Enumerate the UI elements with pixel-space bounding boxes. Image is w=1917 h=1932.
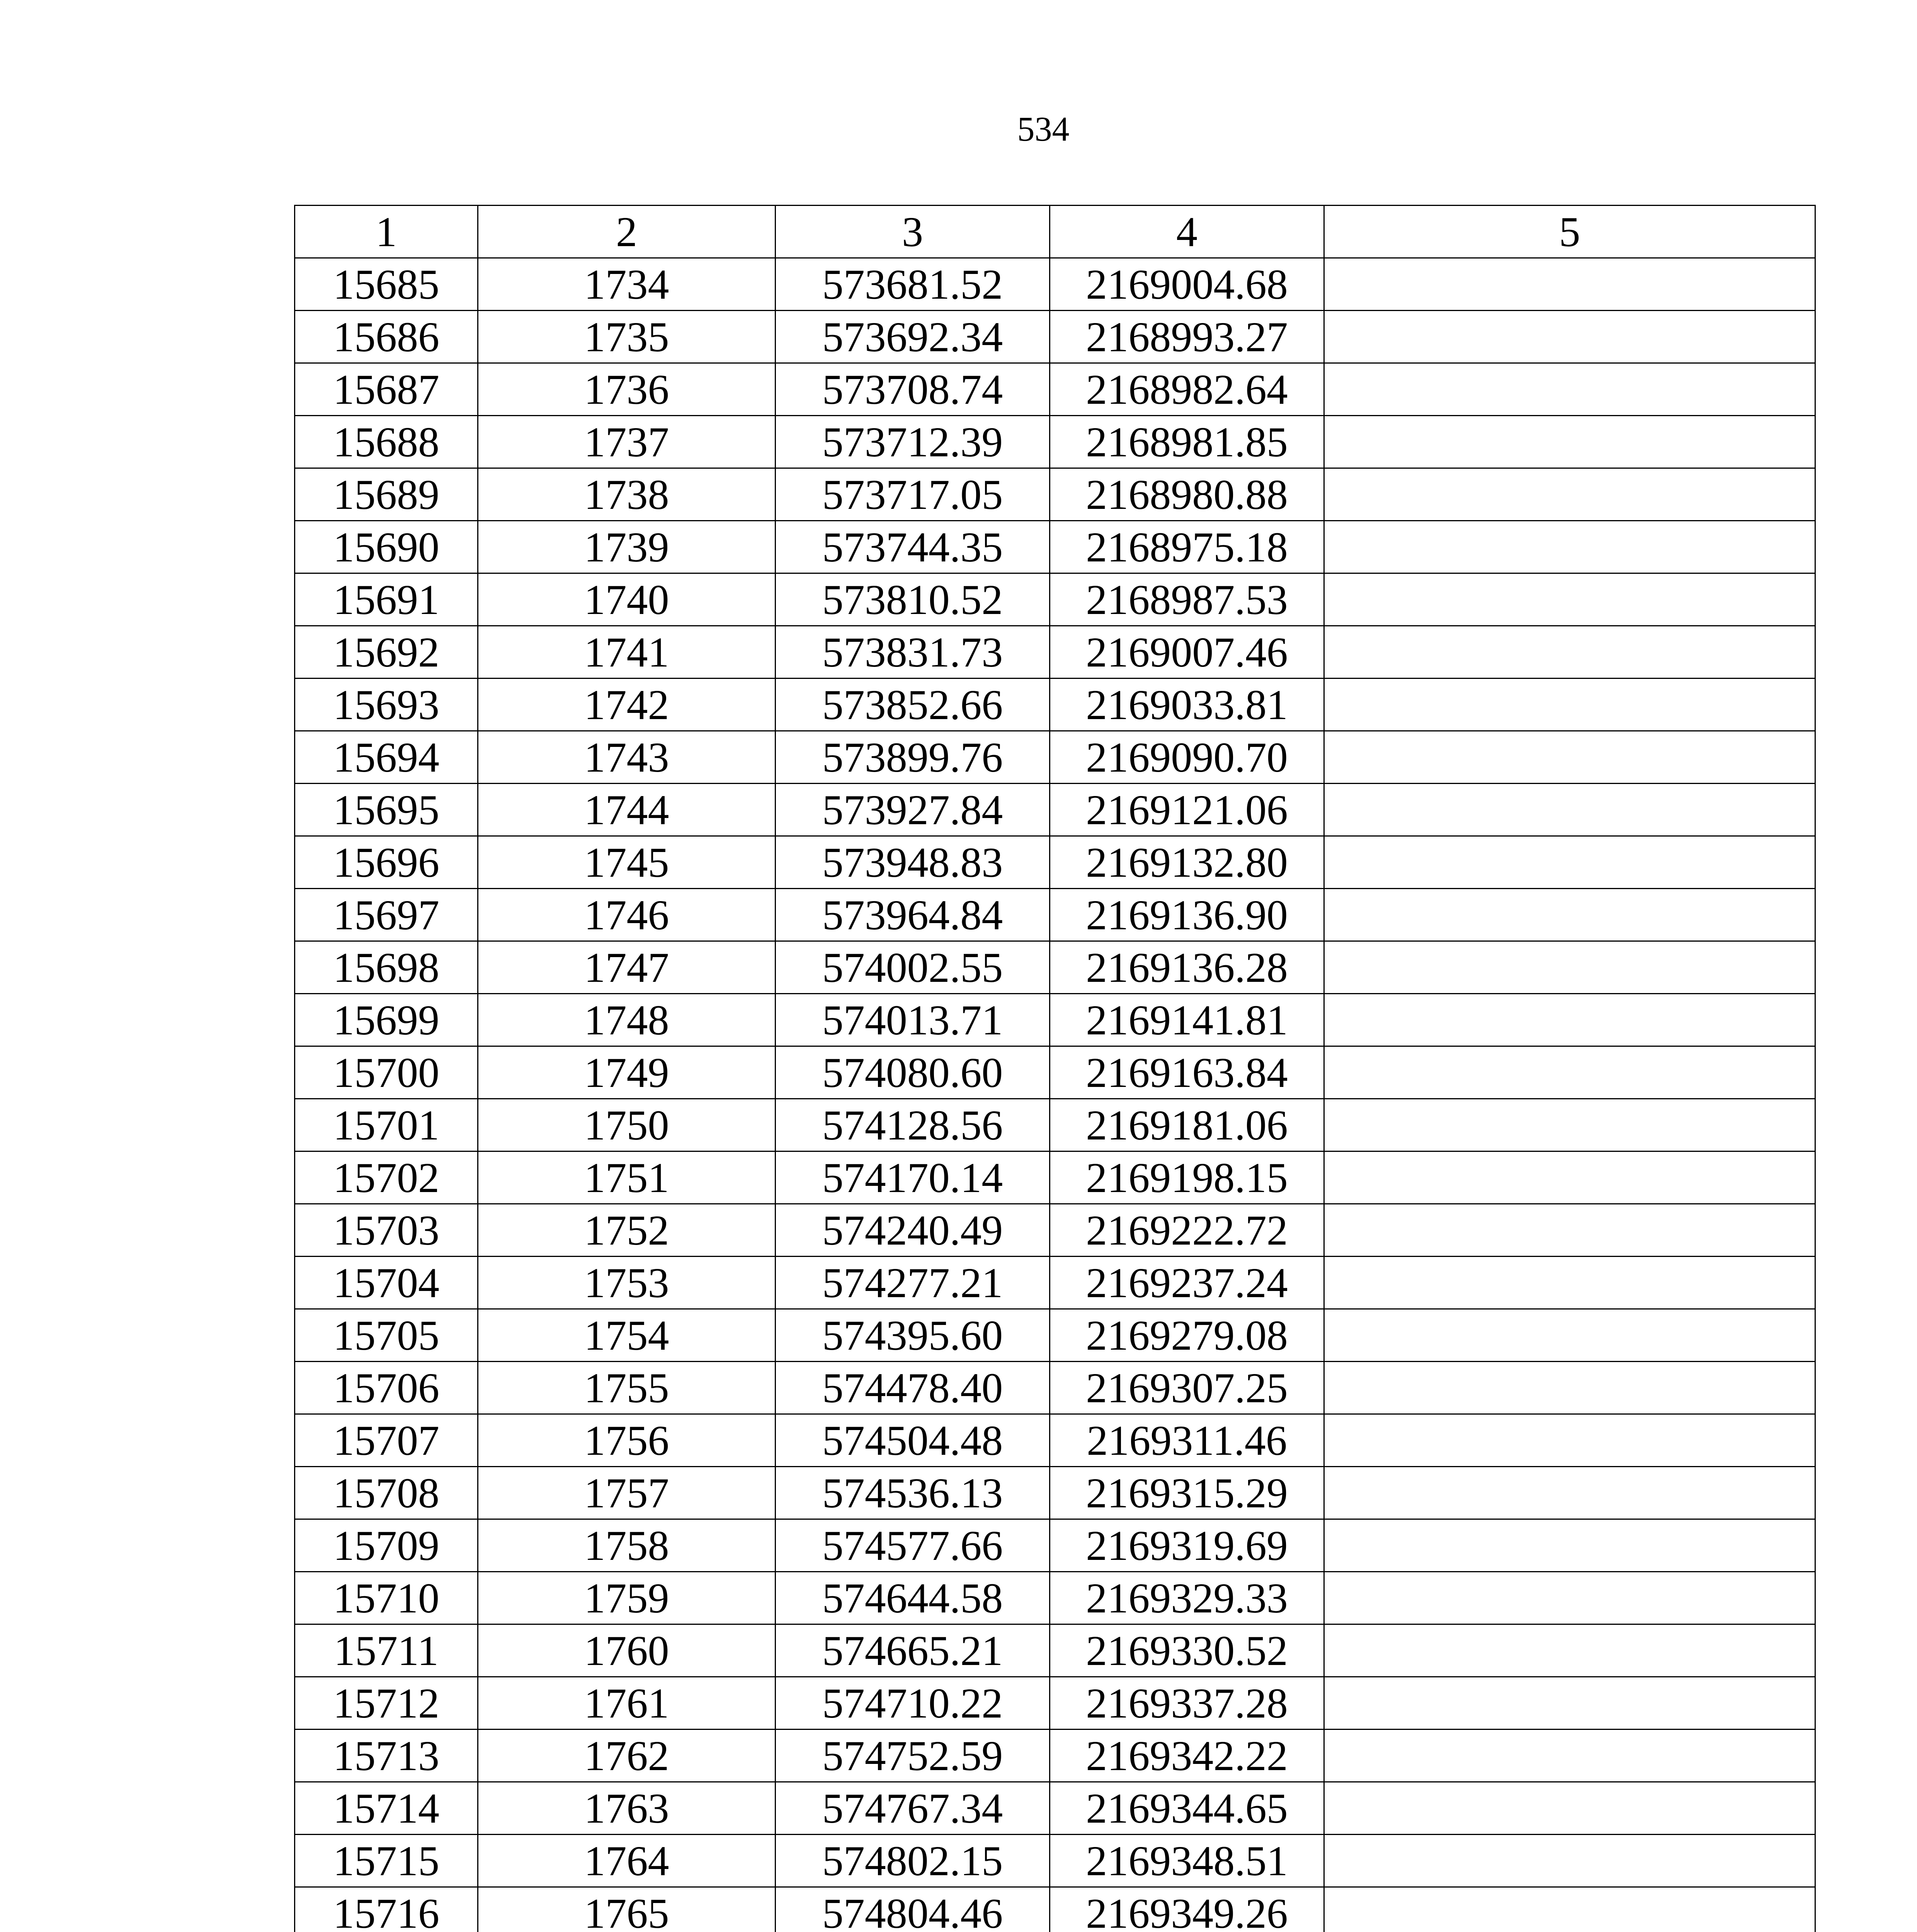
table-cell: 1738 (478, 468, 776, 521)
table-cell: 15686 (295, 311, 478, 363)
table-cell: 574802.15 (776, 1835, 1050, 1887)
table-cell: 15688 (295, 416, 478, 468)
table-cell: 574665.21 (776, 1624, 1050, 1677)
table-cell (1324, 258, 1815, 311)
table-cell: 15698 (295, 941, 478, 994)
table-row (295, 1782, 1815, 1835)
table-cell: 15690 (295, 521, 478, 573)
table-cell: 1744 (478, 784, 776, 836)
table-cell: 1761 (478, 1677, 776, 1730)
table-cell (1324, 1519, 1815, 1572)
table-cell: 1739 (478, 521, 776, 573)
table-cell: 2169198.15 (1050, 1151, 1324, 1204)
table-row (295, 1362, 1815, 1414)
table-cell: 1755 (478, 1362, 776, 1414)
table-cell: 15685 (295, 258, 478, 311)
table-cell: 15705 (295, 1309, 478, 1362)
table-cell: 2169004.68 (1050, 258, 1324, 311)
table-cell: 2169329.33 (1050, 1572, 1324, 1624)
table-cell: 2169181.06 (1050, 1099, 1324, 1151)
table-cell: 15700 (295, 1046, 478, 1099)
table-cell: 2169136.90 (1050, 889, 1324, 941)
table-cell (1324, 1677, 1815, 1730)
table-cell: 574170.14 (776, 1151, 1050, 1204)
table-cell (1324, 1362, 1815, 1414)
table-row (295, 311, 1815, 363)
table-cell: 2168982.64 (1050, 363, 1324, 416)
table-cell: 1749 (478, 1046, 776, 1099)
table-cell: 573852.66 (776, 679, 1050, 731)
table-row (295, 1519, 1815, 1572)
table-cell: 574710.22 (776, 1677, 1050, 1730)
table-cell: 1765 (478, 1887, 776, 1932)
table-cell: 1764 (478, 1835, 776, 1887)
table-row (295, 1730, 1815, 1782)
table-cell: 573831.73 (776, 626, 1050, 679)
table-cell (1324, 1835, 1815, 1887)
table-cell: 15701 (295, 1099, 478, 1151)
table-cell: 1735 (478, 311, 776, 363)
table-cell (1324, 836, 1815, 889)
table-cell (1324, 1099, 1815, 1151)
table-cell (1324, 573, 1815, 626)
table-row (295, 1151, 1815, 1204)
table-cell: 15702 (295, 1151, 478, 1204)
table-row (295, 941, 1815, 994)
table-cell: 574080.60 (776, 1046, 1050, 1099)
column-header: 1 (295, 206, 478, 258)
table-row (295, 573, 1815, 626)
table-cell: 15714 (295, 1782, 478, 1835)
table-cell: 1763 (478, 1782, 776, 1835)
table-cell: 1757 (478, 1467, 776, 1519)
table-row (295, 836, 1815, 889)
table-cell: 2169315.29 (1050, 1467, 1324, 1519)
table-cell: 2168987.53 (1050, 573, 1324, 626)
table-cell: 1760 (478, 1624, 776, 1677)
table-cell (1324, 1309, 1815, 1362)
table-cell: 15703 (295, 1204, 478, 1257)
table-cell: 573708.74 (776, 363, 1050, 416)
table-cell: 574752.59 (776, 1730, 1050, 1782)
table-row (295, 626, 1815, 679)
table-cell: 574013.71 (776, 994, 1050, 1046)
table-cell: 1747 (478, 941, 776, 994)
table-cell: 15697 (295, 889, 478, 941)
table-cell: 2169090.70 (1050, 731, 1324, 784)
table-cell: 574536.13 (776, 1467, 1050, 1519)
table-cell: 2169344.65 (1050, 1782, 1324, 1835)
header-row (295, 206, 1815, 258)
table-cell: 15704 (295, 1257, 478, 1309)
table-cell (1324, 1782, 1815, 1835)
column-header: 5 (1324, 206, 1815, 258)
table-cell: 2169033.81 (1050, 679, 1324, 731)
table-row (295, 258, 1815, 311)
table-cell: 1746 (478, 889, 776, 941)
table-row (295, 1467, 1815, 1519)
table-cell: 2169337.28 (1050, 1677, 1324, 1730)
table-cell: 1759 (478, 1572, 776, 1624)
table-cell: 574504.48 (776, 1414, 1050, 1467)
table-cell: 573717.05 (776, 468, 1050, 521)
table-cell: 1743 (478, 731, 776, 784)
table-cell: 574478.40 (776, 1362, 1050, 1414)
table-cell: 2169348.51 (1050, 1835, 1324, 1887)
table-cell: 574277.21 (776, 1257, 1050, 1309)
table-cell (1324, 1204, 1815, 1257)
table-cell: 2168980.88 (1050, 468, 1324, 521)
table-cell: 15699 (295, 994, 478, 1046)
table-cell: 1748 (478, 994, 776, 1046)
table-row (295, 1624, 1815, 1677)
table-cell: 1750 (478, 1099, 776, 1151)
table-cell: 573899.76 (776, 731, 1050, 784)
table-cell: 15696 (295, 836, 478, 889)
table-cell: 1742 (478, 679, 776, 731)
table-cell (1324, 1467, 1815, 1519)
table-cell: 2169136.28 (1050, 941, 1324, 994)
table-cell (1324, 311, 1815, 363)
column-header: 4 (1050, 206, 1324, 258)
table-cell: 2169307.25 (1050, 1362, 1324, 1414)
table-cell: 15716 (295, 1887, 478, 1932)
table-row (295, 889, 1815, 941)
table-header (295, 206, 1815, 258)
table-cell (1324, 1046, 1815, 1099)
table-row (295, 521, 1815, 573)
table-row (295, 1887, 1815, 1932)
table-cell: 15706 (295, 1362, 478, 1414)
table-row (295, 1257, 1815, 1309)
table-cell: 574128.56 (776, 1099, 1050, 1151)
table-cell (1324, 1414, 1815, 1467)
table-cell (1324, 1257, 1815, 1309)
table-cell: 1754 (478, 1309, 776, 1362)
table-cell: 573948.83 (776, 836, 1050, 889)
table-cell: 2168993.27 (1050, 311, 1324, 363)
table-cell: 574767.34 (776, 1782, 1050, 1835)
coordinate-table (294, 205, 1816, 1932)
table-row (295, 1414, 1815, 1467)
table-cell: 15711 (295, 1624, 478, 1677)
table-cell: 2169279.08 (1050, 1309, 1324, 1362)
table-cell (1324, 1730, 1815, 1782)
table-cell: 574577.66 (776, 1519, 1050, 1572)
table-cell: 573964.84 (776, 889, 1050, 941)
table-row (295, 1046, 1815, 1099)
table-cell: 573681.52 (776, 258, 1050, 311)
table-cell: 15693 (295, 679, 478, 731)
table-row (295, 679, 1815, 731)
table-cell: 2168975.18 (1050, 521, 1324, 573)
table-cell: 1734 (478, 258, 776, 311)
table-row (295, 468, 1815, 521)
table-cell: 2169311.46 (1050, 1414, 1324, 1467)
table-cell (1324, 941, 1815, 994)
table-body (295, 258, 1815, 1932)
table-cell: 2169121.06 (1050, 784, 1324, 836)
table-cell: 574804.46 (776, 1887, 1050, 1932)
table-cell: 15692 (295, 626, 478, 679)
table-cell: 15689 (295, 468, 478, 521)
table-cell: 1756 (478, 1414, 776, 1467)
table-row (295, 416, 1815, 468)
table-cell: 573712.39 (776, 416, 1050, 468)
table-row (295, 363, 1815, 416)
table-cell: 15708 (295, 1467, 478, 1519)
table-cell: 2169319.69 (1050, 1519, 1324, 1572)
table-row (295, 1572, 1815, 1624)
table-row (295, 1835, 1815, 1887)
column-header: 3 (776, 206, 1050, 258)
table-cell: 1758 (478, 1519, 776, 1572)
table-row (295, 1099, 1815, 1151)
table-cell (1324, 1151, 1815, 1204)
table-cell: 1745 (478, 836, 776, 889)
table-cell (1324, 1572, 1815, 1624)
table-cell (1324, 1624, 1815, 1677)
table-cell: 15710 (295, 1572, 478, 1624)
table-cell: 1737 (478, 416, 776, 468)
table-row (295, 731, 1815, 784)
table-cell: 2169141.81 (1050, 994, 1324, 1046)
table-cell: 15687 (295, 363, 478, 416)
column-header: 2 (478, 206, 776, 258)
table-cell: 1751 (478, 1151, 776, 1204)
table-cell (1324, 626, 1815, 679)
table-cell: 15713 (295, 1730, 478, 1782)
table-cell: 2169222.72 (1050, 1204, 1324, 1257)
table-row (295, 1677, 1815, 1730)
table-cell: 2169330.52 (1050, 1624, 1324, 1677)
table-cell: 15694 (295, 731, 478, 784)
table-cell (1324, 994, 1815, 1046)
table-cell (1324, 784, 1815, 836)
table-row (295, 994, 1815, 1046)
table-row (295, 1309, 1815, 1362)
table-cell: 574395.60 (776, 1309, 1050, 1362)
table-cell (1324, 889, 1815, 941)
table-cell: 15712 (295, 1677, 478, 1730)
table-cell (1324, 679, 1815, 731)
table-cell (1324, 468, 1815, 521)
table-cell: 15715 (295, 1835, 478, 1887)
table-cell (1324, 416, 1815, 468)
table-cell: 573692.34 (776, 311, 1050, 363)
table-cell: 2169132.80 (1050, 836, 1324, 889)
table-cell: 1736 (478, 363, 776, 416)
table-cell: 573744.35 (776, 521, 1050, 573)
page-number: 534 (1017, 110, 1070, 148)
table-cell: 1752 (478, 1204, 776, 1257)
table-cell: 15691 (295, 573, 478, 626)
table-cell: 2169342.22 (1050, 1730, 1324, 1782)
table-cell: 2169349.26 (1050, 1887, 1324, 1932)
table-cell: 15695 (295, 784, 478, 836)
table-cell: 573927.84 (776, 784, 1050, 836)
table-row (295, 784, 1815, 836)
table-cell: 574644.58 (776, 1572, 1050, 1624)
table-cell: 1740 (478, 573, 776, 626)
table-cell (1324, 363, 1815, 416)
table-cell: 2168981.85 (1050, 416, 1324, 468)
table-cell: 2169163.84 (1050, 1046, 1324, 1099)
table-cell: 2169237.24 (1050, 1257, 1324, 1309)
table-cell (1324, 521, 1815, 573)
table-cell: 1762 (478, 1730, 776, 1782)
table-cell: 2169007.46 (1050, 626, 1324, 679)
table-cell: 574240.49 (776, 1204, 1050, 1257)
table-row (295, 1204, 1815, 1257)
table-cell: 15707 (295, 1414, 478, 1467)
table-cell (1324, 1887, 1815, 1932)
table-cell: 1741 (478, 626, 776, 679)
table-cell (1324, 731, 1815, 784)
table-cell: 573810.52 (776, 573, 1050, 626)
table-cell: 574002.55 (776, 941, 1050, 994)
table-cell: 15709 (295, 1519, 478, 1572)
table-cell: 1753 (478, 1257, 776, 1309)
